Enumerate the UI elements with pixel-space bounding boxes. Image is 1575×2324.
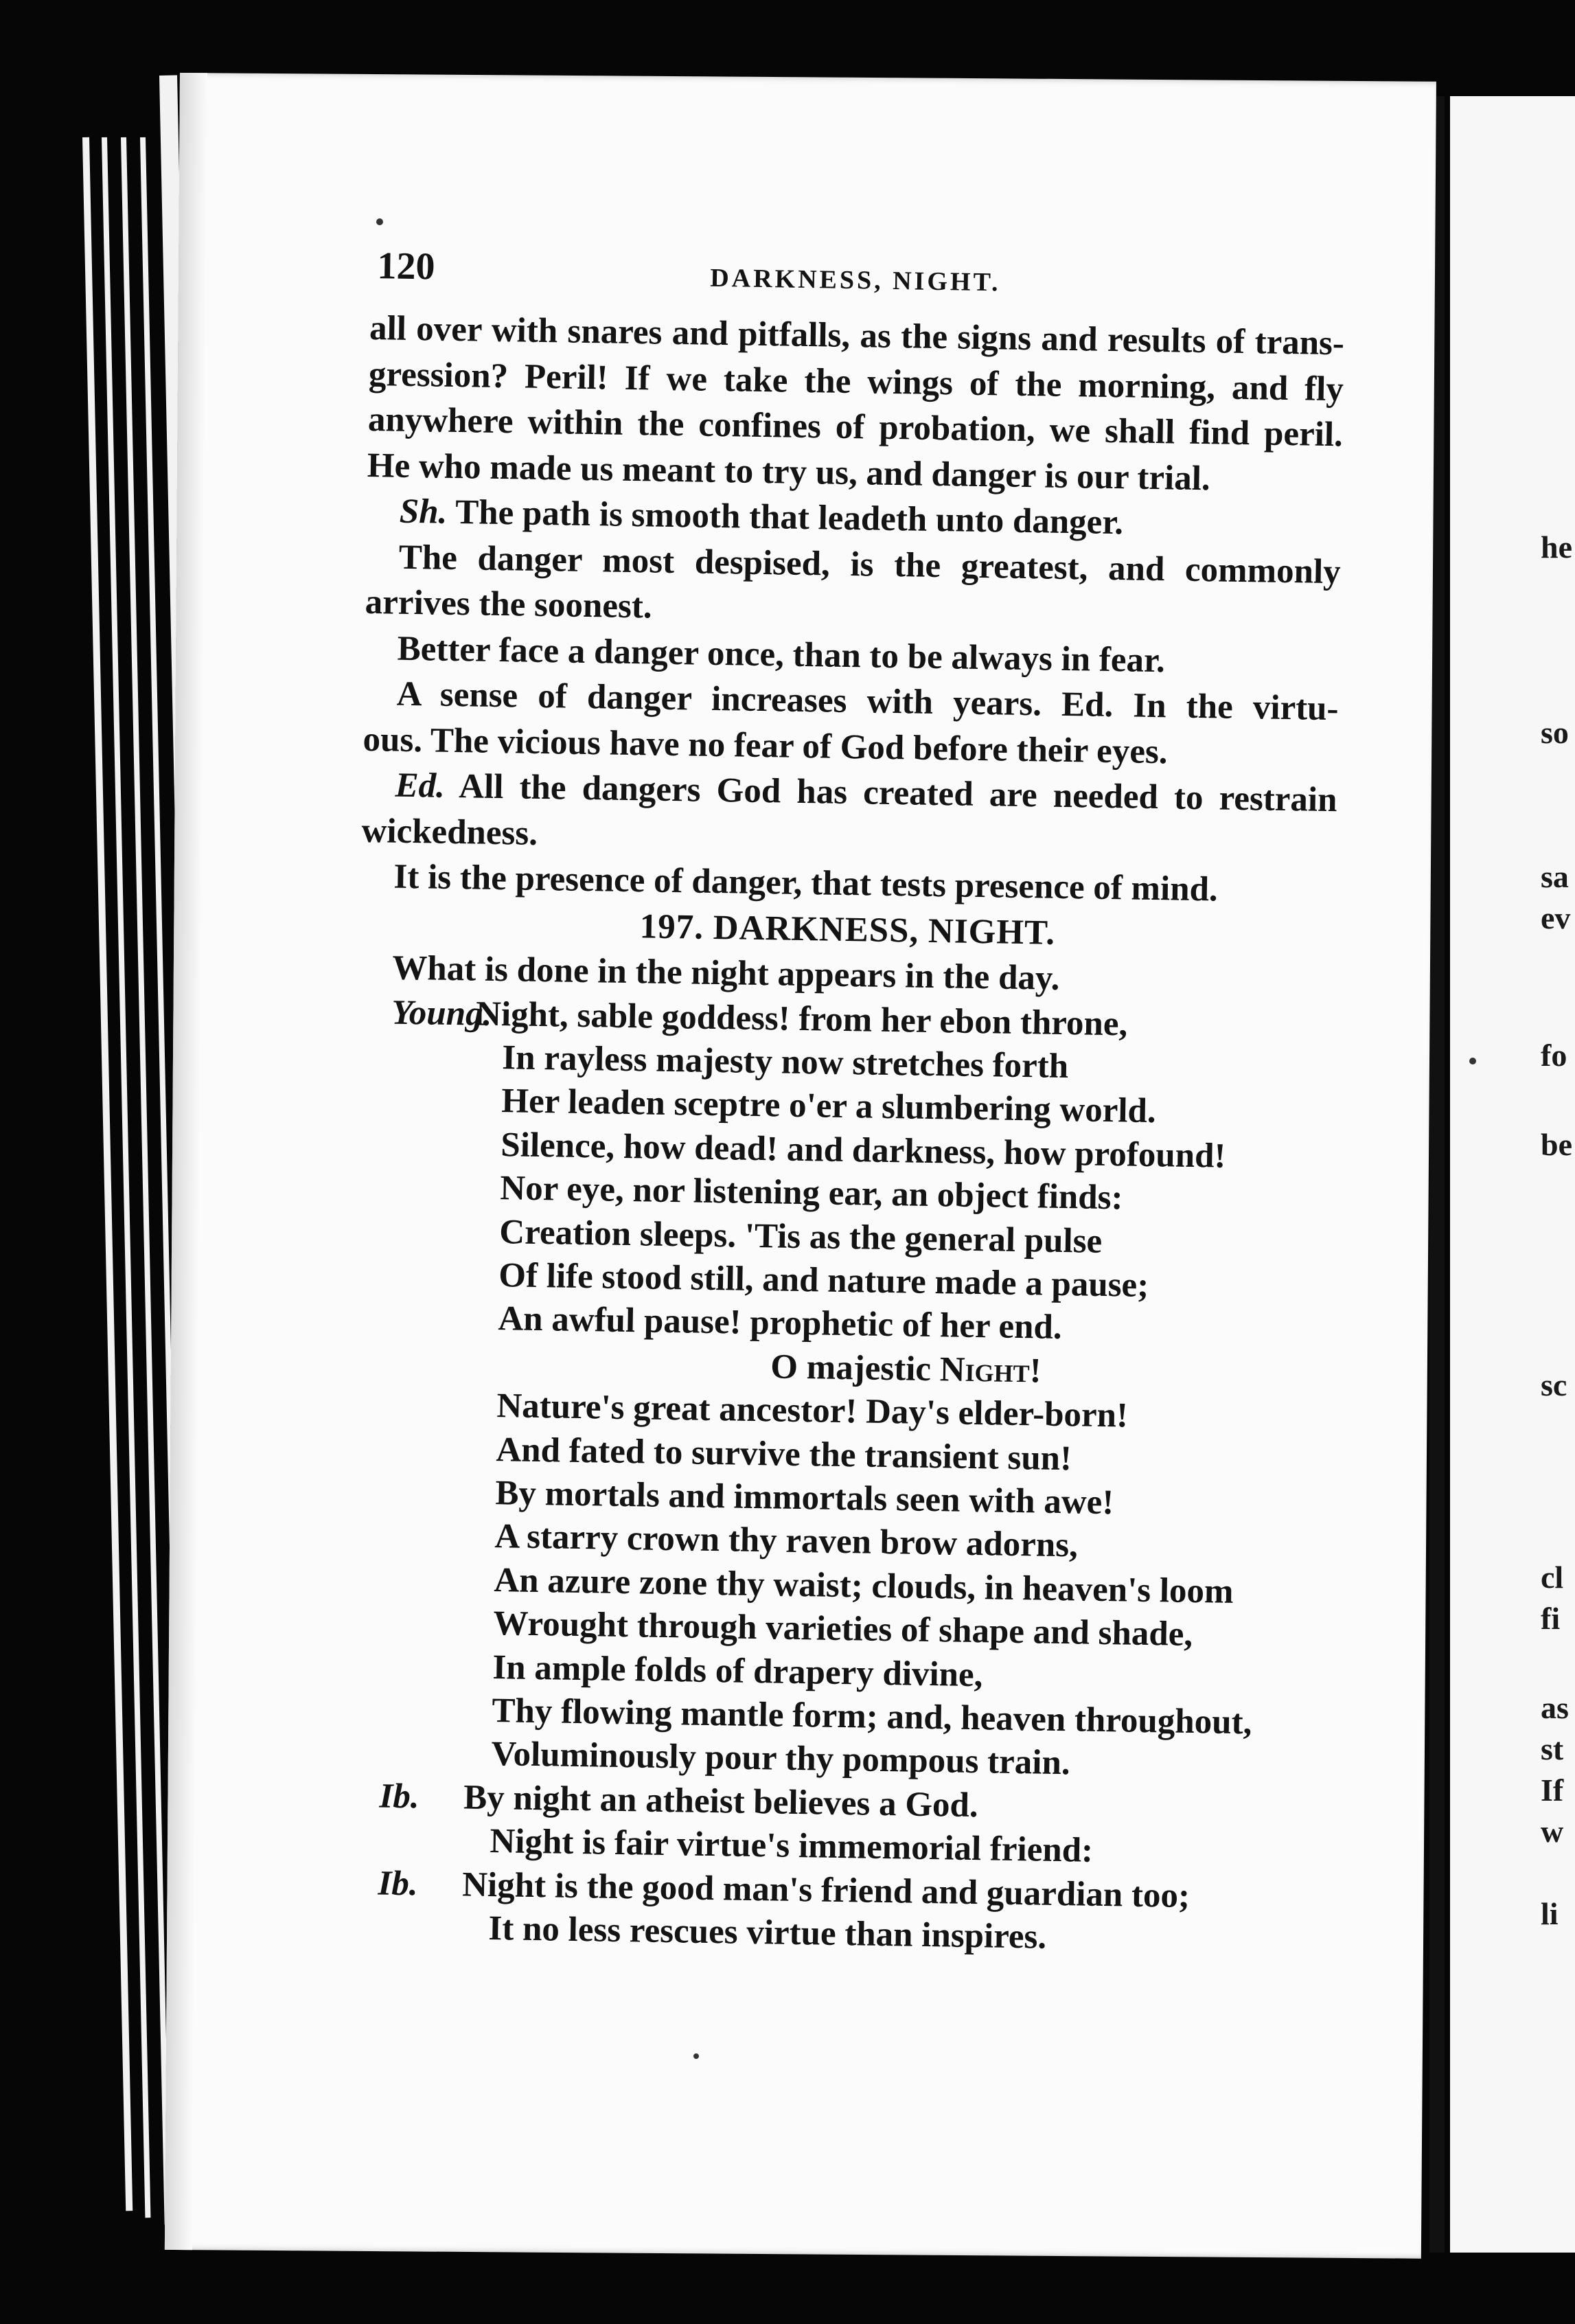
- poem-quote: [347, 990, 1334, 1789]
- page-number: 120: [377, 244, 435, 288]
- poem-line: Silence, how dead! and darkness, how profound!: [500, 1125, 1226, 1176]
- quote-entry: [363, 671, 1339, 777]
- poem-line: Voluminously pour thy pompous train.: [491, 1735, 1071, 1783]
- quote-entry: [361, 762, 1337, 869]
- text-line: gression? Peril! If we take the wings of the morning, and fly: [368, 354, 1344, 409]
- quote-attribution: Sh.: [399, 492, 448, 532]
- poem-text: By night an atheist believes a God.: [463, 1778, 979, 1825]
- poem-quote: [344, 1861, 1320, 1963]
- facing-page-fragment: as: [1541, 1690, 1569, 1725]
- facing-page-fragment: fi: [1541, 1601, 1561, 1636]
- text-line: arrives the soonest.: [365, 582, 653, 626]
- quote-text: The path is smooth that leadeth unto danger.: [455, 492, 1124, 543]
- poem-line: Night is fair virtue's immemorial friend:: [490, 1822, 1094, 1871]
- facing-page-fragment: If: [1541, 1773, 1564, 1808]
- facing-page: [1450, 96, 1575, 2253]
- poem-line: Nor eye, nor listening ear, an object finds:: [499, 1169, 1123, 1218]
- facing-page-fragment: be: [1541, 1127, 1572, 1162]
- ink-speck: [693, 2053, 699, 2059]
- running-head: DARKNESS, NIGHT.: [709, 263, 1001, 297]
- quote-entry: [365, 534, 1341, 640]
- poem-text: Night: [939, 1349, 1031, 1391]
- quote-attribution: Young.: [391, 993, 492, 1034]
- poem-line: Nature's great ancestor! Day's elder-born!: [496, 1387, 1129, 1435]
- text-line: A sense of danger increases with years. Ed. In the virtu-: [396, 674, 1339, 729]
- facing-page-fragment: sa: [1541, 859, 1569, 894]
- quote-attribution: Ib.: [379, 1777, 420, 1816]
- poem-line: A starry crown thy raven brow adorns,: [494, 1517, 1079, 1565]
- poem-line: Her leaden sceptre o'er a slumbering world.: [501, 1082, 1157, 1131]
- poem-line: Of life stood still, and nature made a pause;: [498, 1256, 1149, 1305]
- poem-line: Thy flowing mantle form; and, heaven throughout,: [492, 1691, 1252, 1742]
- facing-page-fragment: he: [1541, 529, 1572, 565]
- poem-line: In rayless majesty now stretches forth: [501, 1038, 1069, 1086]
- facing-page-fragment: st: [1541, 1731, 1564, 1766]
- continued-paragraph: [367, 306, 1344, 503]
- quote-text: It is the presence of danger, that tests presence of mind.: [393, 857, 1219, 909]
- quote-text: All the dangers God has created are needed to restrain: [458, 767, 1337, 820]
- text-line: He who made us meant to try us, and danger is our trial.: [367, 446, 1211, 498]
- facing-page-fragment: ev: [1541, 900, 1571, 935]
- poem-line: An azure zone thy waist; clouds, in heaven's loom: [494, 1560, 1234, 1611]
- facing-page-fragment: fo: [1541, 1038, 1567, 1073]
- poem-text: Night is the good man's friend and guardian too;: [461, 1865, 1191, 1915]
- poem-line: Wrought through varieties of shape and shade,: [493, 1604, 1193, 1654]
- ink-speck: [376, 218, 383, 225]
- quote-attribution: Ed.: [395, 766, 446, 806]
- quote-text: Better face a danger once, than to be always in fear.: [397, 629, 1166, 680]
- text-line: ous. The vicious have no fear of God before their eyes.: [363, 720, 1168, 771]
- poem-line: An awful pause! prophetic of her end.: [497, 1299, 1063, 1347]
- text-line: wickedness.: [361, 811, 538, 853]
- poem-quote: [345, 1775, 1322, 1877]
- text-line: anywhere within the confines of probation, we shall find peril.: [367, 400, 1344, 455]
- poem-text: Night, sable goddess! from her ebon throne,: [475, 994, 1128, 1043]
- poem-text: !: [1029, 1352, 1042, 1391]
- poem-line: And fated to survive the transient sun!: [496, 1430, 1072, 1478]
- poem-line: By mortals and immortals seen with awe!: [495, 1474, 1114, 1523]
- poem-text: O majestic: [770, 1347, 941, 1389]
- facing-page-fragment: cl: [1541, 1560, 1564, 1595]
- facing-page-fragment: w: [1541, 1814, 1564, 1849]
- text-line: The danger most despised, is the greatest, and commonly: [398, 538, 1342, 591]
- facing-page-fragment: sc: [1541, 1367, 1567, 1402]
- section-heading: 197. DARKNESS, NIGHT.: [639, 907, 1056, 953]
- text-line: all over with snares and pitfalls, as the signs and results of trans-: [369, 308, 1345, 363]
- poem-stanza: [380, 1383, 1328, 1790]
- poem-line: It no less rescues virtue than inspires.: [488, 1909, 1047, 1957]
- poem-line: In ample folds of drapery divine,: [492, 1648, 983, 1694]
- page-text: [344, 244, 1346, 1963]
- quote-attribution: Ib.: [378, 1864, 419, 1903]
- poem-stanza: [387, 1035, 1333, 1354]
- facing-page-fragment: li: [1541, 1896, 1559, 1931]
- quote-text: What is done in the night appears in the day.: [391, 948, 1060, 998]
- facing-page-fragment: so: [1541, 715, 1569, 750]
- poem-line: Creation sleeps. 'Tis as the general pulse: [498, 1212, 1103, 1261]
- ink-speck: [1469, 1058, 1476, 1064]
